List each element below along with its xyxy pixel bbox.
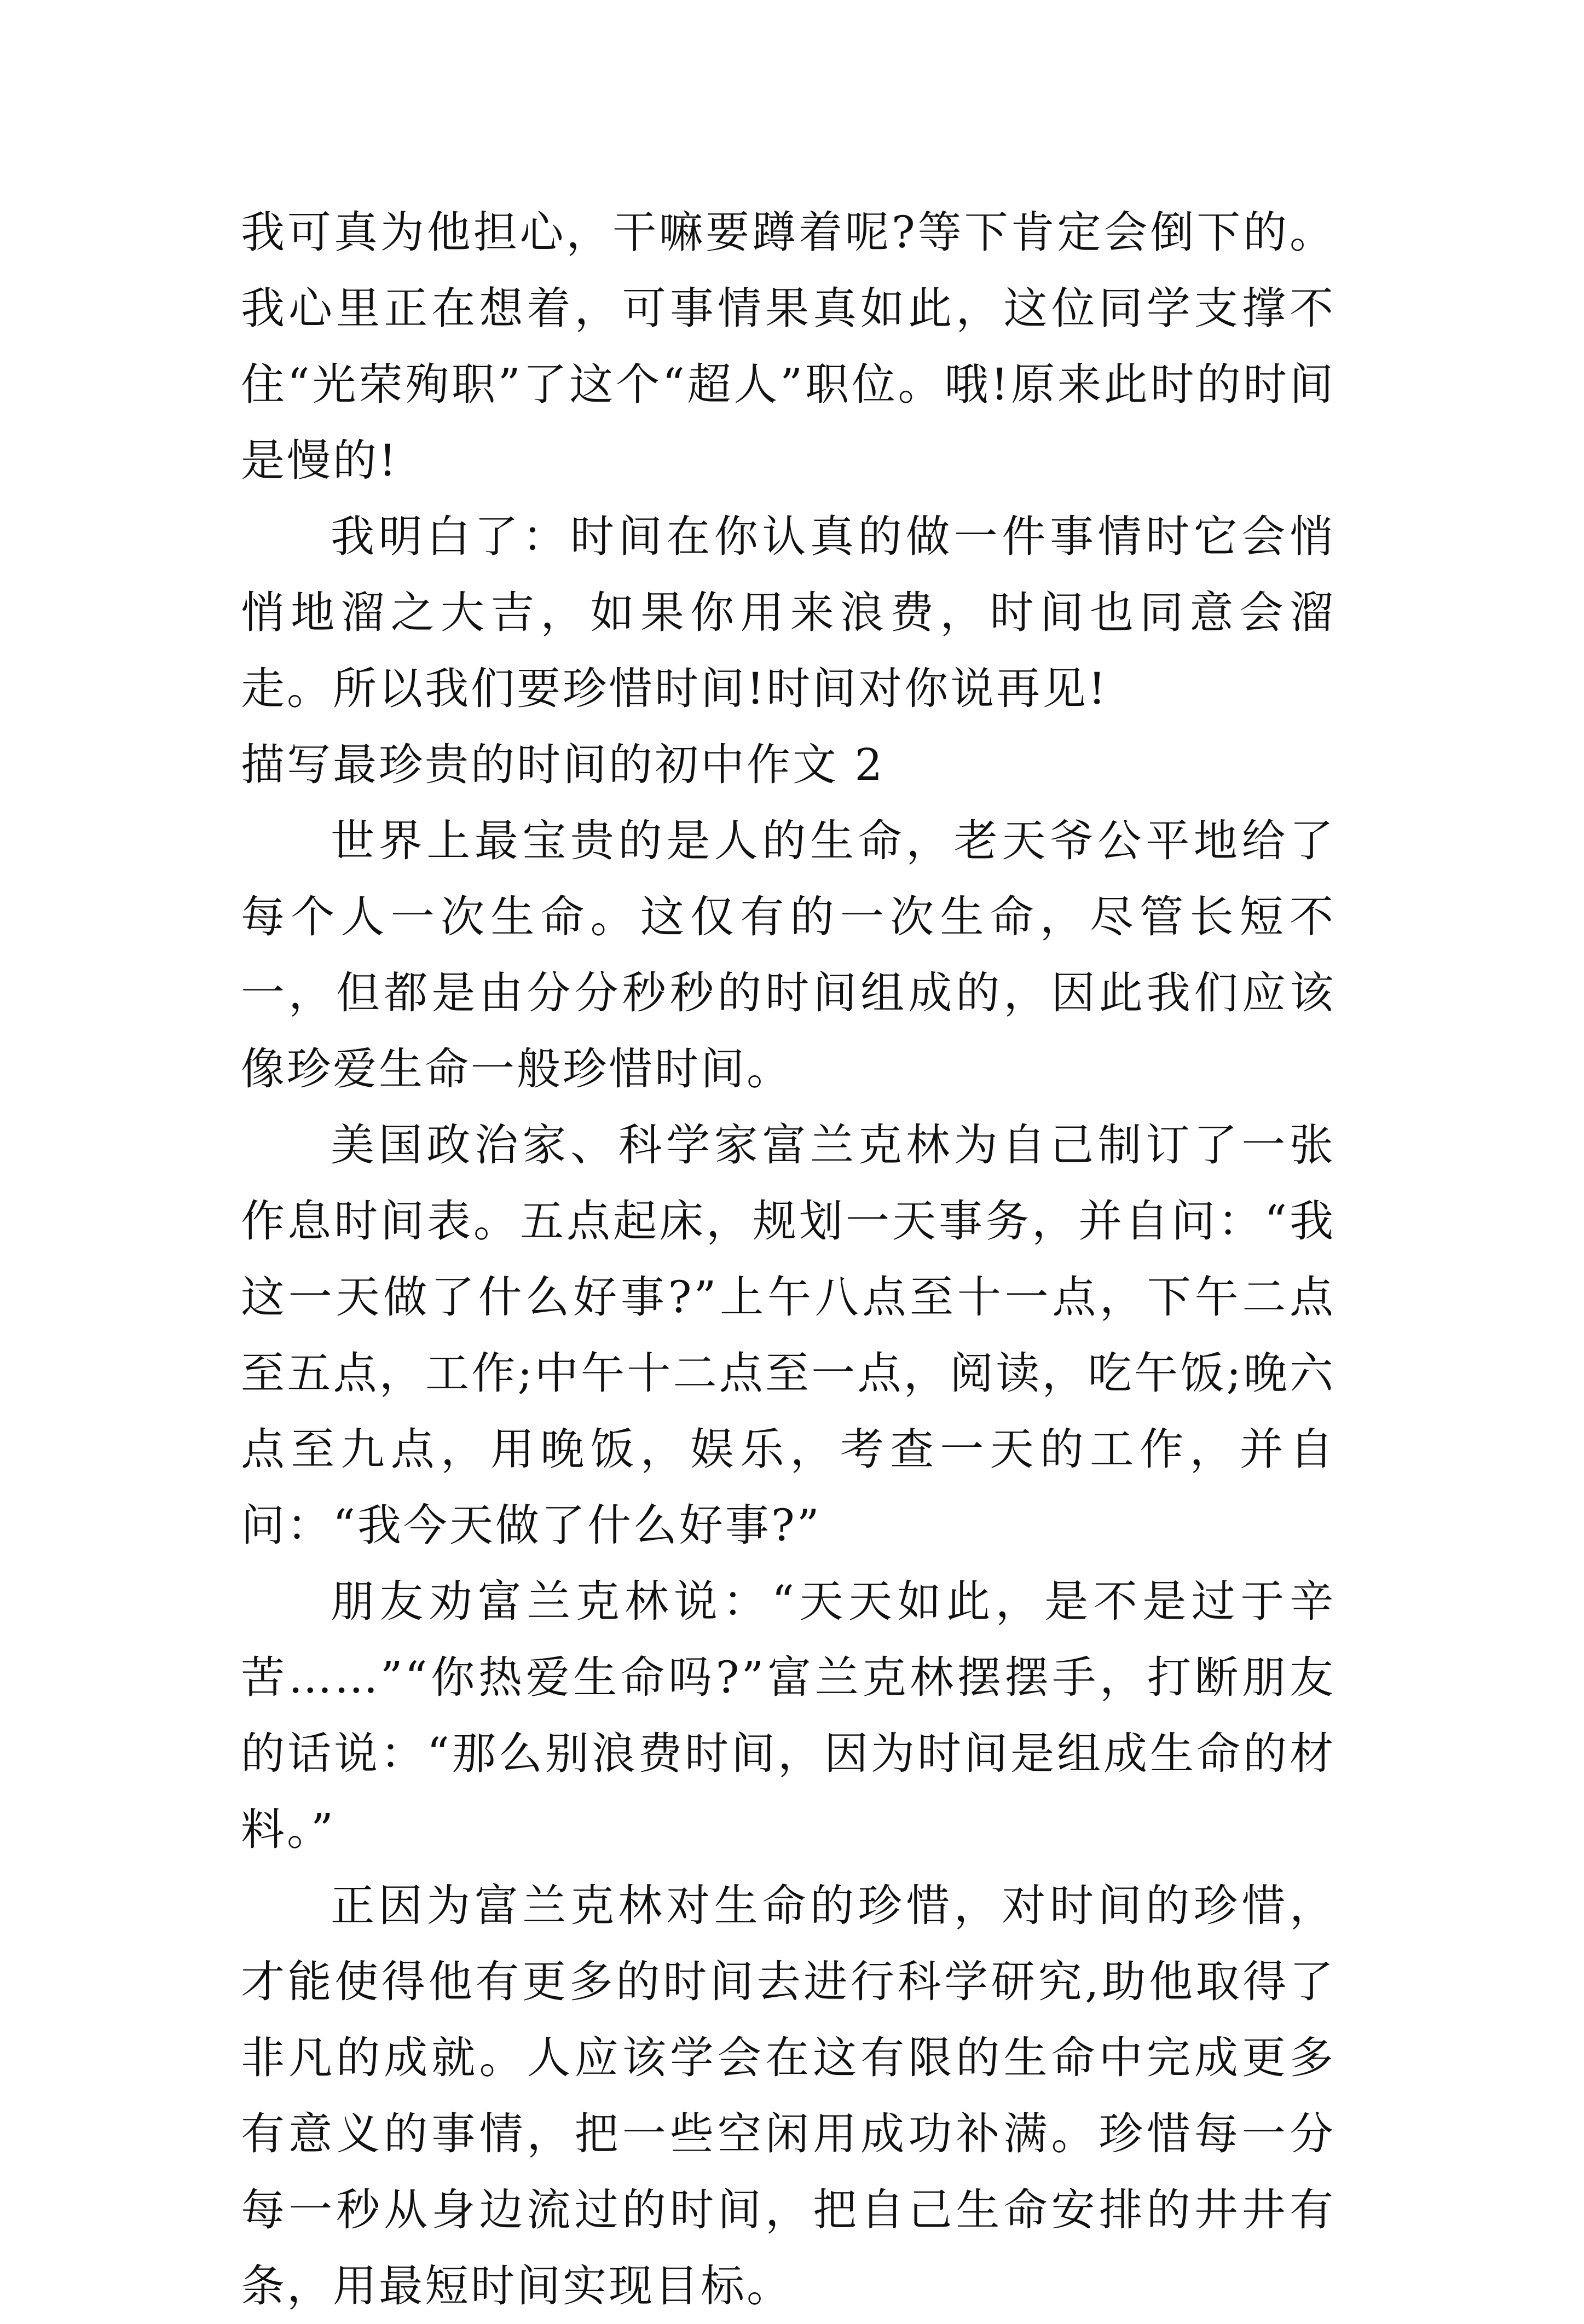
paragraph: 美国政治家、科学家富兰克林为自己制订了一张作息时间表。五点起床，规划一天事务，并自问：“我这一天做了什么好事?”上午八点至十一点，下午二点至五点，工作;中午十二点至一点，阅读，吃午饭;晚六点至九点，用晚饭，娱乐，考查一天的工作，并自问：“我今天做了什么好事?”: [241, 1120, 1336, 1551]
paragraph: 我明白了：时间在你认真的做一件事情时它会悄悄地溜之大吉，如果你用来浪费，时间也同意会溜走。所以我们要珍惜时间!时间对你说再见!: [241, 511, 1336, 714]
paragraph: 正因为富兰克林对生命的珍惜，对时间的珍惜，才能使得他有更多的时间去进行科学研究,助他取得了非凡的成就。人应该学会在这有限的生命中完成更多有意义的事情，把一些空闲用成功补满。珍惜每一分每一秒从身边流过的时间，把自己生命安排的井井有条，用最短时间实现目标。: [241, 1880, 1336, 2311]
paragraph-continued: 我可真为他担心，干嘛要蹲着呢?等下肯定会倒下的。我心里正在想着，可事情果真如此，这位同学支撑不住“光荣殉职”了这个“超人”职位。哦!原来此时的时间是慢的!: [241, 207, 1336, 486]
paragraph: 朋友劝富兰克林说：“天天如此，是不是过于辛苦……”“你热爱生命吗?”富兰克林摆摆手，打断朋友的话说：“那么别浪费时间，因为时间是组成生命的材料。”: [241, 1576, 1336, 1855]
section-title: 描写最珍贵的时间的初中作文 2: [241, 739, 885, 790]
paragraph: 世界上最宝贵的是人的生命，老天爷公平地给了每个人一次生命。这仅有的一次生命，尽管长短不一，但都是由分分秒秒的时间组成的，因此我们应该像珍爱生命一般珍惜时间。: [241, 815, 1336, 1094]
document-body: [241, 194, 1336, 2324]
